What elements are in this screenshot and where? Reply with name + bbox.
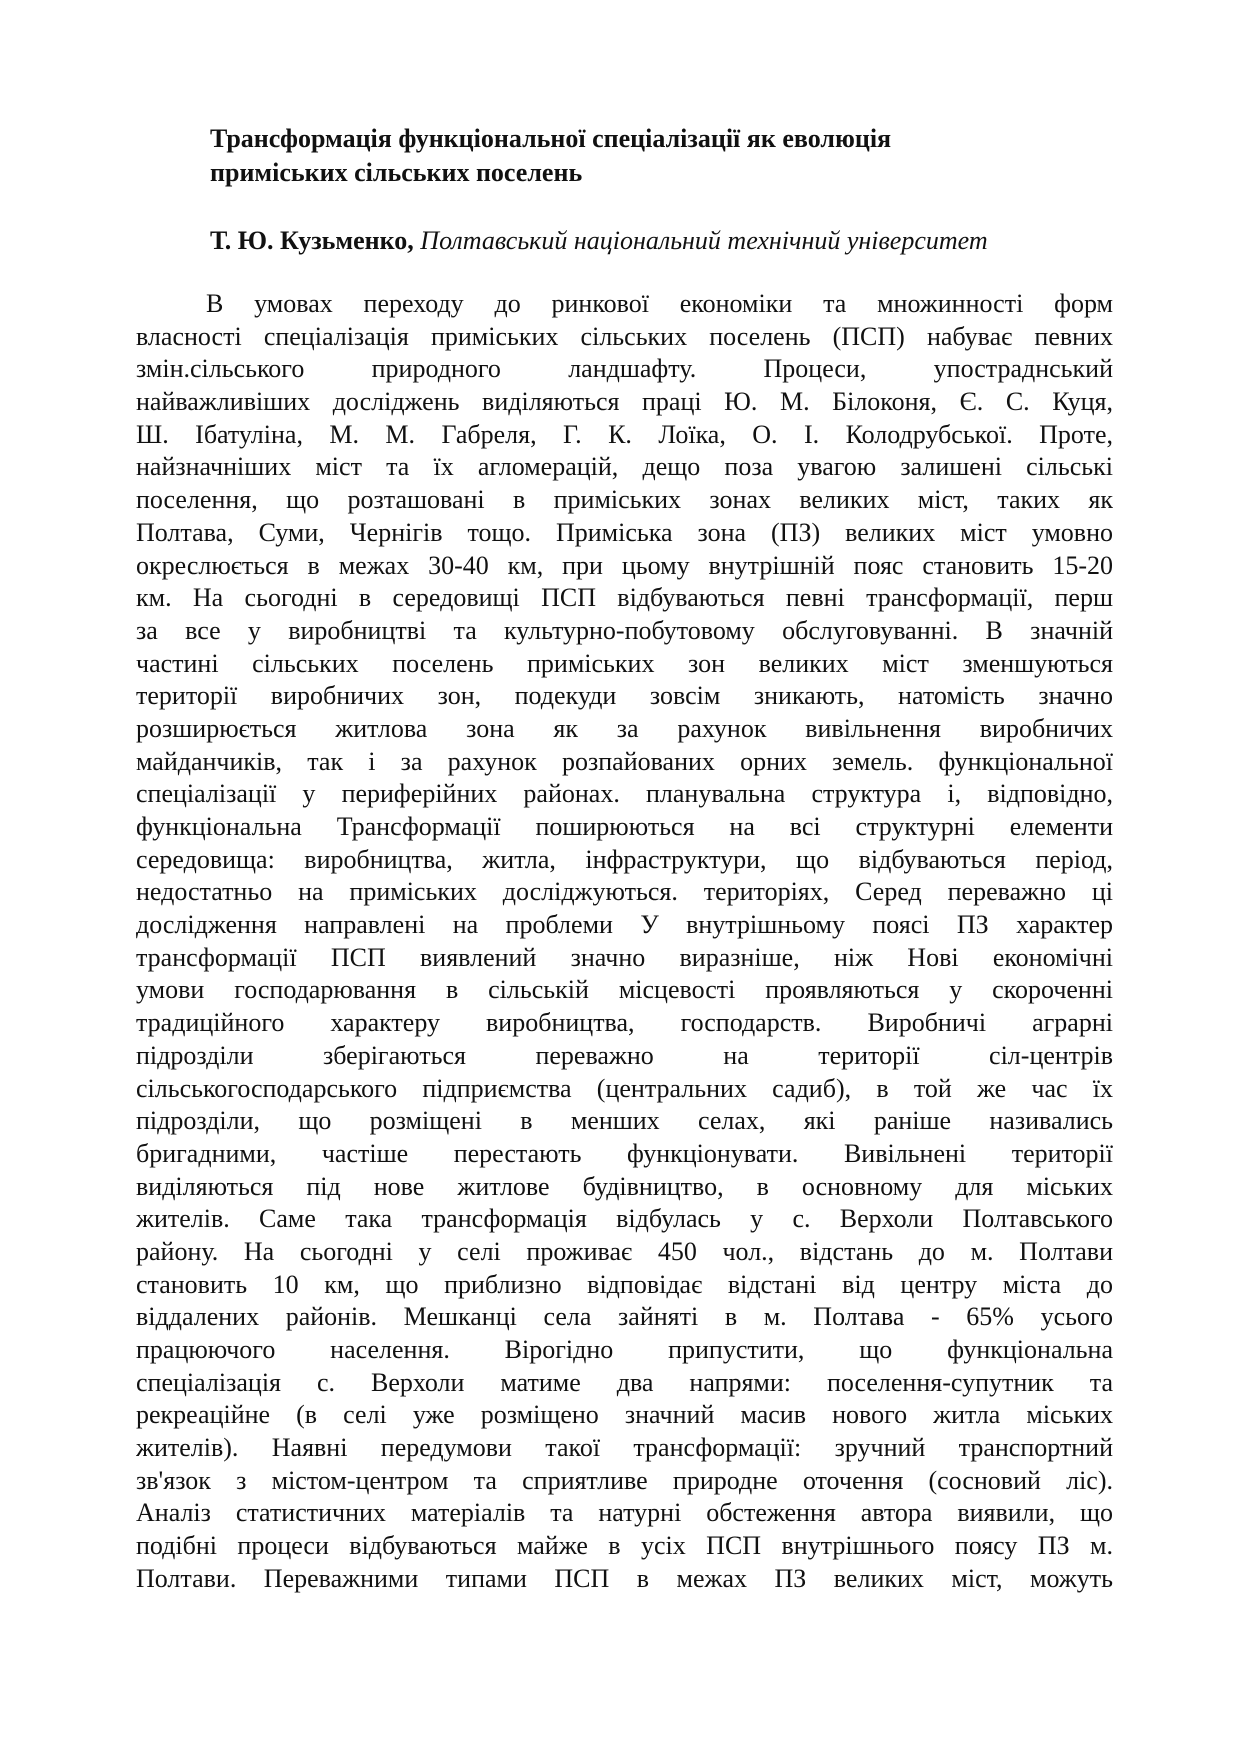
body-line: сільськогосподарського підприємства (центральних садиб), в той же час їх [136, 1073, 1113, 1103]
body-line: поселення, що розташовані в приміських зонах великих міст, таких як [136, 485, 1113, 515]
body-line: подібні процеси відбуваються майже в усіх ПСП внутрішнього поясу ПЗ м. [136, 1531, 1113, 1561]
body-line: виділяються під нове житлове будівництво, в основному для міських [136, 1171, 1113, 1201]
body-line: окреслюється в межах 30-40 км, при цьому внутрішній пояс становить 15-20 [136, 550, 1113, 580]
body-line: традиційного характеру виробництва, господарств. Виробничі аграрні [136, 1008, 1113, 1038]
article-title [210, 122, 1110, 190]
body-line: функціональна Трансформації поширюються на всі структурні елементи [136, 812, 1113, 841]
body-line: власності спеціалізація приміських сільських поселень (ПСП) набуває певних [136, 321, 1113, 351]
body-line: середовища: виробництва, житла, інфраструктури, що відбуваються період, [136, 844, 1113, 874]
body-line: найважливіших досліджень виділяються праці Ю. М. Білоконя, Є. С. Куця, [136, 387, 1113, 417]
body-line: підрозділи, що розміщені в менших селах, які раніше називались [136, 1106, 1113, 1136]
author-line [210, 224, 1110, 258]
body-line: умови господарювання в сільській місцевості проявляються у скороченні [136, 975, 1113, 1005]
body-line: змін.сільського природного ландшафту. Процеси, упостраднський [136, 354, 1113, 384]
body-line: спеціалізація с. Верхоли матиме два напрями: поселення-супутник та [136, 1367, 1113, 1397]
body-line: дослідження направлені на проблеми У внутрішньому поясі ПЗ характер [136, 910, 1113, 940]
body-line: району. На сьогодні у селі проживає 450 чол., відстань до м. Полтави [136, 1236, 1113, 1266]
body-line: спеціалізації у периферійних районах. планувальна структура і, відповідно, [136, 779, 1113, 809]
body-line: Полтави. Переважними типами ПСП в межах ПЗ великих міст, можуть [136, 1563, 1113, 1593]
author-affiliation: Полтавський національний технічний університет [420, 226, 988, 255]
body-line: майданчиків, так і за рахунок розпайованих орних земель. функціональної [136, 746, 1113, 776]
body-line: зв'язок з містом-центром та сприятливе природне оточення (сосновий ліс). [136, 1465, 1113, 1495]
article-title-line: Трансформація функціональної спеціалізації як еволюція [210, 124, 892, 153]
body-line: жителів. Саме така трансформація відбулась у с. Верхоли Полтавського [136, 1204, 1113, 1234]
body-line: становить 10 км, що приблизно відповідає відстані від центру міста до [136, 1269, 1113, 1299]
body-line: території виробничих зон, подекуди зовсім зникають, натомість значно [136, 681, 1113, 711]
body-line: бригадними, частіше перестають функціонувати. Вивільнені території [136, 1138, 1113, 1168]
body-line: км. На сьогодні в середовищі ПСП відбуваються певні трансформації, перш [136, 583, 1113, 613]
body-line: рекреаційне (в селі уже розміщено значний масив нового житла міських [136, 1400, 1113, 1430]
body-line: підрозділи зберігаються переважно на території сіл-центрів [136, 1040, 1113, 1070]
body-line: В умовах переходу до ринкової економіки та множинності форм [206, 289, 1113, 318]
body-line: Ш. Ібатуліна, М. М. Габреля, Г. К. Лоїка, О. І. Колодрубської. Проте, [136, 419, 1113, 449]
author-name: Т. Ю. Кузьменко, [210, 226, 414, 255]
body-line: Аналіз статистичних матеріалів та натурні обстеження автора виявили, що [136, 1498, 1113, 1528]
body-line: розширюється житлова зона як за рахунок вивільнення виробничих [136, 713, 1113, 743]
body-line: Полтава, Суми, Чернігів тощо. Приміська зона (ПЗ) великих міст умовно [136, 517, 1113, 547]
body-line: жителів). Наявні передумови такої трансформації: зручний транспортний [136, 1433, 1113, 1463]
body-line: віддалених районів. Мешканці села зайняті в м. Полтава - 65% усього [136, 1302, 1113, 1332]
body-line: за все у виробництві та культурно-побутовому обслуговуванні. В значній [136, 615, 1113, 645]
body-line: найзначніших міст та їх агломерацій, дещо поза увагою залишені сільські [136, 452, 1113, 482]
body-line: частині сільських поселень приміських зон великих міст зменшуються [136, 648, 1113, 678]
body-line: недостатньо на приміських досліджуються. територіях, Серед переважно ці [136, 877, 1113, 907]
article-body [136, 288, 1113, 1596]
body-line: працюючого населення. Вірогідно припустити, що функціональна [136, 1335, 1113, 1364]
article-title-line: приміських сільських поселень [210, 158, 583, 187]
body-line: трансформації ПСП виявлений значно виразніше, ніж Нові економічні [136, 942, 1113, 972]
